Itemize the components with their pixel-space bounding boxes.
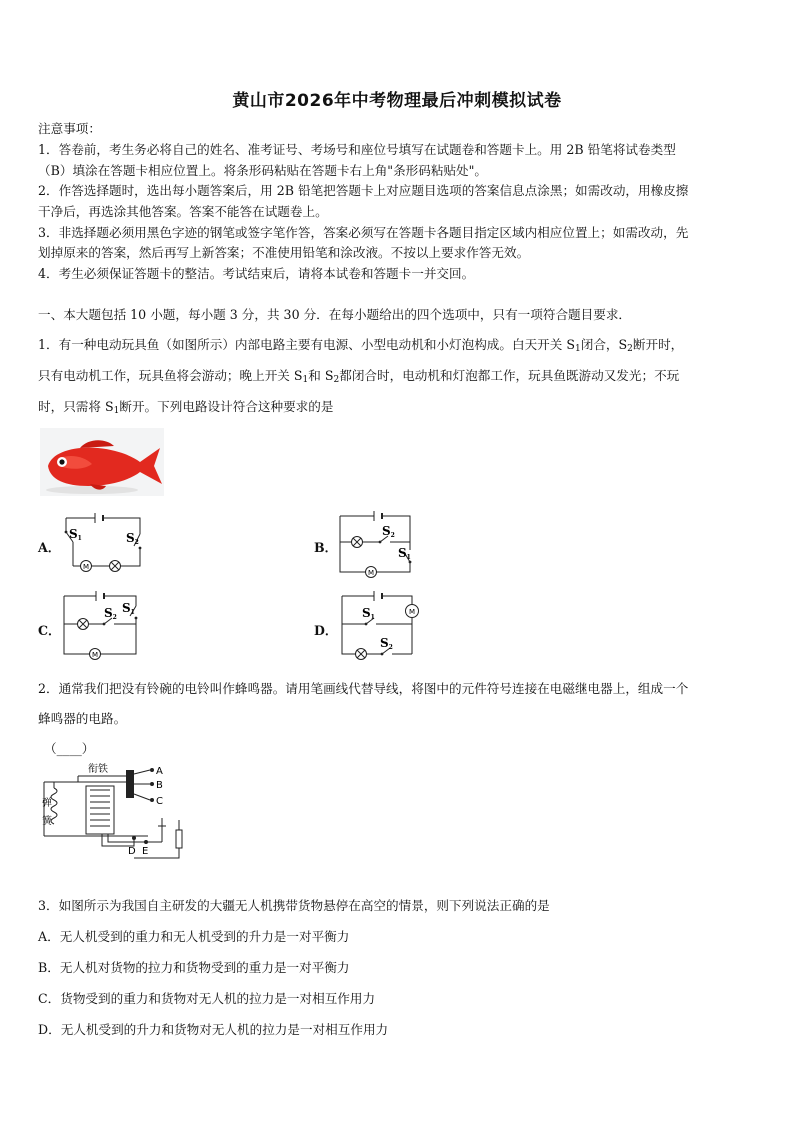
- q2-answer-blank[interactable]: （____）: [44, 741, 95, 756]
- option-b-label: B．: [314, 540, 338, 555]
- q3-option-c: C．货物受到的重力和货物对无人机的拉力是一对相互作用力: [38, 991, 376, 1006]
- terminal-c-label: C: [156, 796, 163, 807]
- terminal-d-label: D: [128, 846, 136, 857]
- s1-label: S1: [398, 546, 411, 561]
- notice-line: （B）填涂在答题卡相应位置上。将条形码粘贴在答题卡右上角"条形码粘贴处"。: [38, 163, 488, 178]
- s2-label: S2: [380, 636, 393, 651]
- terminal-a-label: A: [156, 766, 163, 777]
- q3-stem: 3．如图所示为我国自主研发的大疆无人机携带货物悬停在高空的情景，则下列说法正确的是: [38, 898, 550, 913]
- motor-label: M: [92, 651, 99, 659]
- page-title: 黄山市2026年中考物理最后冲刺模拟试卷: [232, 91, 562, 111]
- relay-diagram: [38, 762, 198, 862]
- option-d-label: D．: [314, 623, 338, 638]
- s2-label: S2: [126, 531, 139, 546]
- notice-line: 1．答卷前，考生务必将自己的姓名、准考证号、考场号和座位号填写在试题卷和答题卡上。用 2B 铅笔将试卷类型: [38, 142, 676, 157]
- motor-label: M: [409, 608, 416, 616]
- notice-line: 划掉原来的答案，然后再写上新答案；不准使用铅笔和涂改液。不按以上要求作答无效。: [38, 245, 530, 260]
- circuit-b: [338, 510, 416, 582]
- q3-option-a: A．无人机受到的重力和无人机受到的升力是一对平衡力: [38, 929, 350, 944]
- q2-line2: 蜂鸣器的电路。: [38, 711, 127, 726]
- notice-heading: 注意事项：: [38, 121, 101, 136]
- notice-line: 干净后，再选涂其他答案。答案不能答在试题卷上。: [38, 204, 328, 219]
- section-heading: 一、本大题包括 10 小题，每小题 3 分，共 30 分．在每小题给出的四个选项中，只有一项符合题目要求．: [38, 307, 632, 322]
- spring-label-2: 簧: [42, 816, 52, 827]
- q3-option-b: B．无人机对货物的拉力和货物受到的重力是一对平衡力: [38, 960, 350, 975]
- toy-fish-image: [40, 428, 164, 496]
- terminal-b-label: B: [156, 780, 163, 791]
- s2-label: S2: [382, 524, 395, 539]
- motor-label: M: [83, 563, 90, 571]
- option-c-label: C．: [38, 623, 61, 638]
- circuit-d: [338, 590, 422, 664]
- notice-line: 3．非选择题必须用黑色字迹的钢笔或签字笔作答，答案必须写在答题卡各题目指定区域内相应位置上；如需改动，先: [38, 225, 689, 240]
- s1-label: S1: [69, 527, 82, 542]
- s1-label: S1: [122, 601, 135, 616]
- terminal-e-label: E: [142, 846, 149, 857]
- s1-label: S1: [362, 606, 375, 621]
- circuit-a: [60, 512, 146, 578]
- q1-line1: 1．有一种电动玩具鱼（如图所示）内部电路主要有电源、小型电动机和小灯泡构成。白天开关 $S_1$闭合，$S_2$断开时，: [38, 337, 684, 354]
- circuit-c: [60, 590, 144, 662]
- s2-label: S2: [104, 606, 117, 621]
- option-a-label: A．: [38, 540, 61, 555]
- notice-line: 2．作答选择题时，选出每小题答案后，用 2B 铅笔把答题卡上对应题目选项的答案信息点涂黑；如需改动，用橡皮擦: [38, 183, 689, 198]
- q2-line1: 2．通常我们把没有铃碗的电铃叫作蜂鸣器。请用笔画线代替导线，将图中的元件符号连接在电磁继电器上，组成一个: [38, 681, 689, 696]
- q1-line2: 只有电动机工作，玩具鱼将会游动；晚上开关 $S_1$和 $S_2$都闭合时，电动机和灯泡都工作，玩具鱼既游动又发光；不玩: [38, 368, 680, 385]
- spring-label-1: 弹: [42, 798, 52, 809]
- armature-label: 衔铁: [88, 764, 108, 775]
- q1-line3: 时，只需将 $S_1$断开。下列电路设计符合这种要求的是: [38, 399, 334, 416]
- motor-label: M: [368, 569, 375, 577]
- q3-option-d: D．无人机受到的升力和货物对无人机的拉力是一对相互作用力: [38, 1022, 389, 1037]
- notice-line: 4．考生必须保证答题卡的整洁。考试结束后，请将本试卷和答题卡一并交回。: [38, 266, 475, 281]
